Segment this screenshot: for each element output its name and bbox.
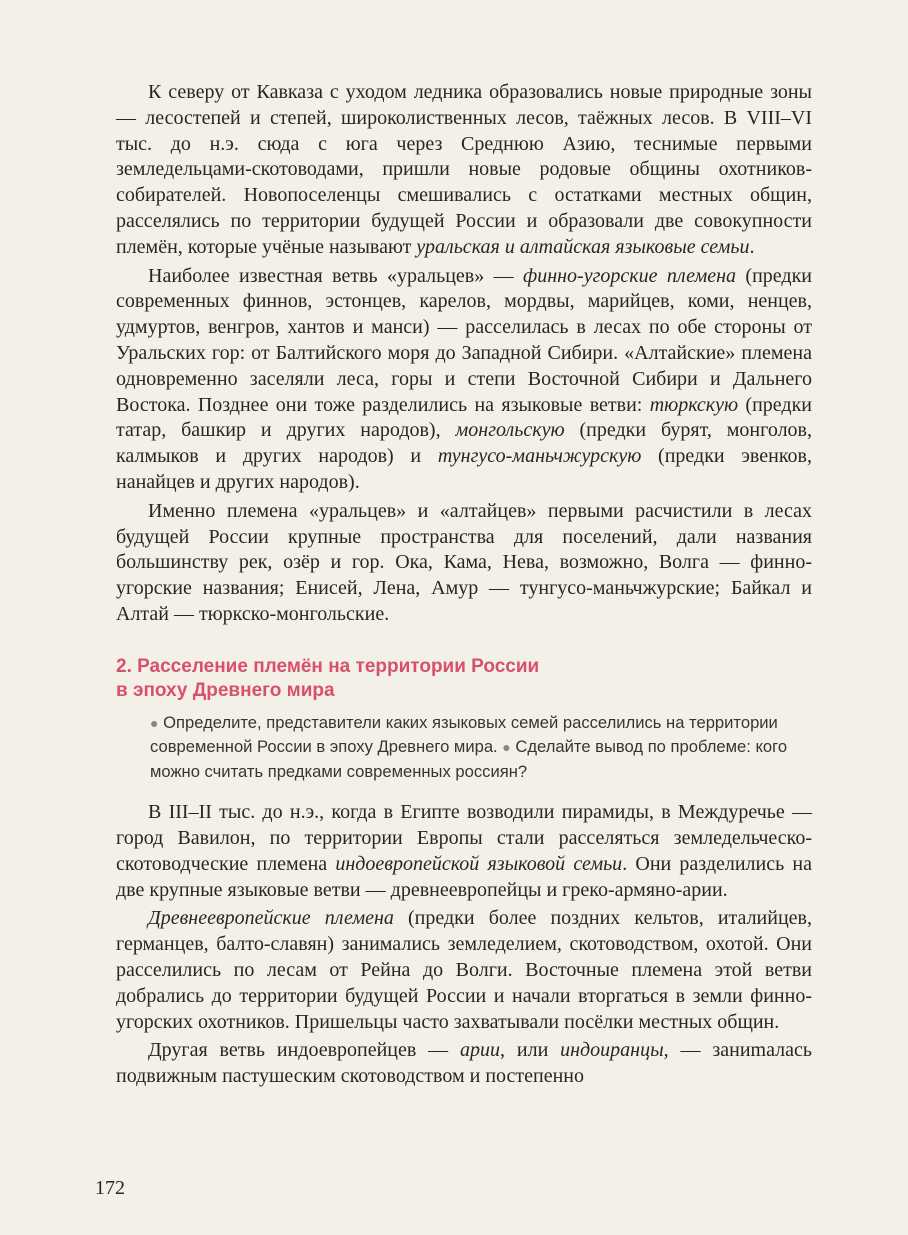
paragraph-text: . [749, 235, 755, 258]
task-question: Сделайте вывод по проблеме: кого можно считать предками современных россиян? [150, 737, 788, 781]
emphasis-term: Древнеевропейские племена [148, 907, 394, 930]
bullet-icon: ● [502, 739, 511, 756]
page-number: 172 [95, 1177, 125, 1199]
paragraph [116, 906, 812, 1035]
section-heading [116, 655, 812, 703]
emphasis-term: индоевропейской языковой семьи [335, 852, 623, 875]
paragraph-text: , — заниmалась подвижным пастушеским скотоводством и постепенно [116, 1039, 812, 1088]
emphasis-term: финно-угорские племена [523, 264, 737, 287]
paragraph [116, 499, 812, 628]
emphasis-term: арии [460, 1039, 501, 1062]
paragraph-text: . Они разделились на две крупные языковые ветви — древнеевропейцы и греко-армяно-арии. [116, 852, 813, 901]
emphasis-term: тюркскую [649, 393, 739, 416]
bullet-icon: ● [150, 714, 159, 731]
paragraph-text: В III–II тыс. до н.э., когда в Египте возводили пирамиды, в Междуречье — город Вавилон, по территории Европы стали расселяться земледельческо-скотоводческие племена [116, 801, 812, 875]
task-block [150, 711, 812, 785]
paragraph-text: (предки более поздних кельтов, италийцев, германцев, балто-славян) занимались земледелием, скотоводством, охотой. Они расселились по лесам от Рейна до Волги. Восточные племена этой ветви добрались до территории будущей России и начали вторгаться в земли финно-угорских охотников. Пришельцы часто захватывали посёлки местных общин. [116, 907, 812, 1033]
page-content [116, 80, 812, 1090]
paragraph-text: (предки татар, башкир и других народов), [116, 393, 812, 442]
paragraph-text: (предки современных финнов, эстонцев, карелов, мордвы, марийцев, коми, ненцев, удмуртов, венгров, хантов и манси) — расселилась в лесах по обе стороны от Уральских гор: от Балтийского моря до Западной Сибири. «Алтайские» племена одновременно заселяли леса, горы и степи Восточной Сибири и Дальнего Востока. Позднее они тоже разделились на языковые ветви: [116, 264, 813, 416]
paragraph-text: К северу от Кавказа с уходом ледника образовались новые природные зоны — лесостепей и степей, широколиственных лесов, таёжных лесов. В VIII–VI тыс. до н.э. сюда с юга через Среднюю Азию, теснимые первыми земледельцами-скотоводами, пришли новые родовые общины охотников-собирателей. Новопоселенцы смешивались с остатками местных общин, расселялись по территории будущей России и образовали две совокупности племён, которые учёные называют [116, 81, 812, 258]
paragraph-text: (предки эвенков, нанайцев и других народов). [116, 445, 812, 493]
emphasis-term: тунгусо-маньчжурскую [437, 445, 642, 468]
section-heading-line: в эпоху Древнего мира [116, 679, 335, 701]
paragraph-text: , или [500, 1039, 561, 1062]
paragraph-text: (предки бурят, монголов, калмыков и других народов) и [116, 419, 812, 468]
emphasis-term: монгольскую [455, 419, 565, 442]
paragraph-text: Именно племена «уральцев» и «алтайцев» первыми расчистили в лесах будущей России крупные пространства для поселений, дали названия большинству рек, озёр и гор. Ока, Кама, Нева, возможно, Волга — финно-угорские названия; Енисей, Лена, Амур — тунгусо-маньчжурские; Байкал и Алтай — тюркско-монгольские. [116, 499, 812, 625]
task-question: Определите, представители каких языковых семей расселились на территории современной России в эпоху Древнего мира. [150, 712, 778, 757]
paragraph [116, 80, 812, 261]
emphasis-term: уральская и алтайская языковые семьи [416, 235, 750, 258]
paragraph [116, 1038, 812, 1090]
paragraph-text: Наиболее известная ветвь «уральцев» — [148, 264, 523, 287]
emphasis-term: индоиранцы [560, 1039, 664, 1062]
paragraph [116, 800, 812, 903]
section-heading-line: 2. Расселение племён на территории России [116, 655, 540, 677]
paragraph [116, 264, 812, 496]
paragraph-text: Другая ветвь индоевропейцев — [148, 1039, 461, 1062]
